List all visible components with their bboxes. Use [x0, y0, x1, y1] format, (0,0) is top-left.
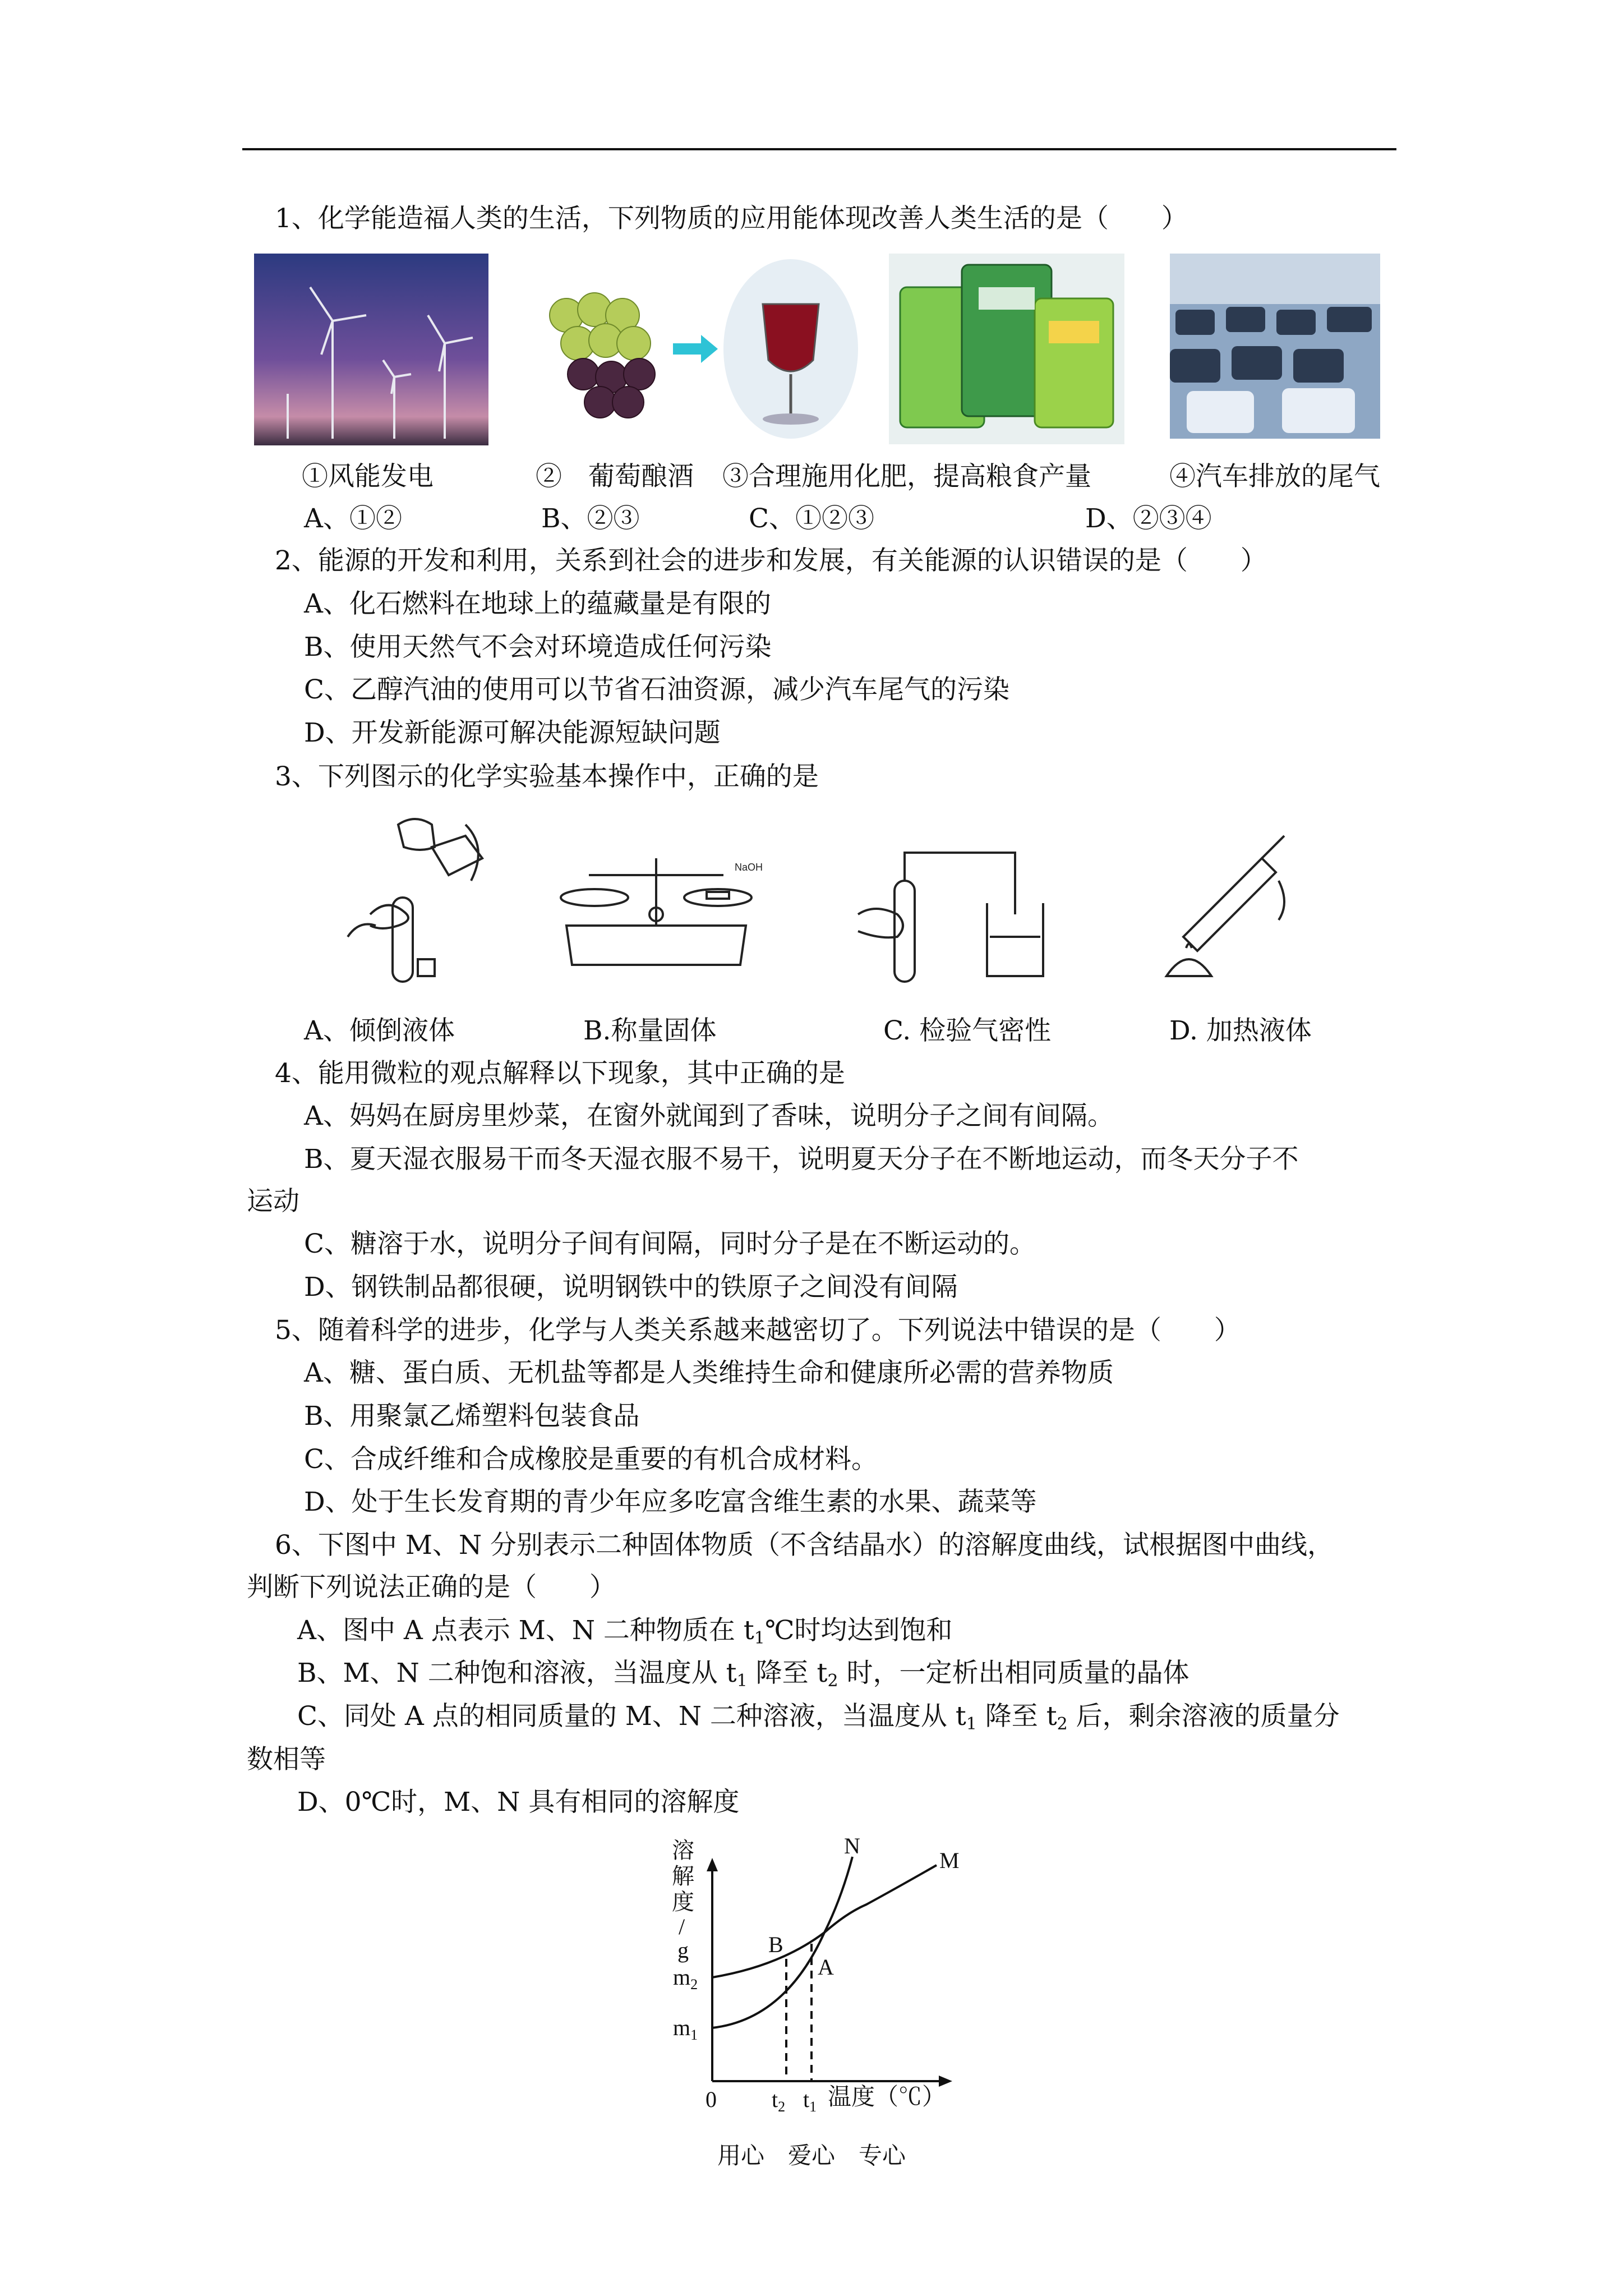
q1-option-c: C、①②③ [749, 503, 874, 534]
q1-option-b: B、②③ [541, 503, 640, 534]
y-axis-arrow [707, 1858, 718, 1871]
y-axis-label [672, 1838, 694, 1963]
q6-stem-line1: 6、下图中 M、N 分别表示二种固体物质（不含结晶水）的溶解度曲线，试根据图中曲线， [275, 1530, 1334, 1561]
q3-stem: 3、下列图示的化学实验基本操作中，正确的是 [275, 761, 819, 792]
q5-option-c: C、合成纤维和合成橡胶是重要的有机合成材料。 [304, 1444, 878, 1475]
series-label-m: M [939, 1848, 960, 1873]
q4-option-b: B、夏天湿衣服易干而冬天湿衣服不易干，说明夏天分子在不断地运动，而冬天分子不 [304, 1144, 1299, 1175]
ylabel-char: 溶 [672, 1838, 694, 1863]
pouring-liquid-figure [336, 813, 494, 993]
q2-option-d: D、开发新能源可解决能源短缺问题 [304, 717, 721, 748]
y-tick-m2: $m_2$ [673, 1964, 698, 1993]
q1-caption-4: ④汽车排放的尾气 [1169, 461, 1380, 492]
q6-option-c: C、同处 A 点的相同质量的 M、N 二种溶液，当温度从 $t_1$ 降至 $t_2$ 后，剩余溶液的质量分 [297, 1701, 1340, 1734]
ylabel-char: / [679, 1914, 685, 1939]
q2-option-a: A、化石燃料在地球上的蕴藏量是有限的 [304, 588, 771, 619]
q3-option-b: B.称量固体 [583, 1015, 717, 1046]
solubility-chart [656, 1833, 970, 2115]
point-label-b: B [768, 1932, 783, 1957]
q5-option-d: D、处于生长发育期的青少年应多吃富含维生素的水果、蔬菜等 [304, 1487, 1037, 1517]
q5-stem: 5、随着科学的进步，化学与人类关系越来越密切了。下列说法中错误的是（ ） [275, 1315, 1241, 1346]
q5-option-a: A、糖、蛋白质、无机盐等都是人类维持生命和健康所必需的营养物质 [304, 1358, 1114, 1388]
y-tick-m1: $m_1$ [673, 2015, 698, 2043]
weighing-solid-figure [555, 841, 763, 982]
header-rule [242, 148, 1396, 150]
q2-option-b: B、使用天然气不会对环境造成任何污染 [304, 632, 772, 662]
grape-wine-photo [533, 254, 864, 441]
q1-option-a: A、①② [304, 503, 402, 534]
q3-option-a: A、倾倒液体 [304, 1015, 455, 1046]
x-tick-t2: $t_2$ [772, 2087, 786, 2115]
q6-option-a: A、图中 A 点表示 M、N 二种物质在 $t_1℃$时均达到饱和 [297, 1615, 953, 1648]
q3-option-d: D. 加热液体 [1169, 1015, 1312, 1046]
origin-label: 0 [706, 2087, 717, 2112]
q4-option-b-cont: 运动 [247, 1186, 299, 1217]
q1-caption-3: ③合理施用化肥，提高粮食产量 [722, 461, 1091, 492]
q1-caption-1: ①风能发电 [302, 461, 434, 492]
ylabel-char: 度 [672, 1889, 694, 1915]
wind-power-photo [254, 254, 488, 445]
q4-option-a: A、妈妈在厨房里炒菜，在窗外就闻到了香味，说明分子之间有间隔。 [304, 1101, 1114, 1131]
ylabel-char: 解 [672, 1864, 694, 1889]
point-label-a: A [818, 1954, 834, 1980]
fertilizer-photo [889, 254, 1124, 444]
q2-stem: 2、能源的开发和利用，关系到社会的进步和发展，有关能源的认识错误的是（ ） [275, 545, 1267, 576]
airtightness-figure [847, 841, 1049, 987]
q6-stem-line2: 判断下列说法正确的是（ ） [247, 1572, 616, 1603]
q3-option-c: C. 检验气密性 [883, 1015, 1052, 1046]
q6-option-b: B、M、N 二种饱和溶液，当温度从 $t_1$ 降至 $t_2$ 时，一定析出相同质量的晶体 [297, 1658, 1189, 1691]
q1-stem: 1、化学能造福人类的生活，下列物质的应用能体现改善人类生活的是（ ） [275, 203, 1188, 234]
q6-option-c-cont: 数相等 [247, 1744, 326, 1775]
series-label-n: N [844, 1833, 860, 1858]
q5-option-b: B、用聚氯乙烯塑料包装食品 [304, 1401, 640, 1432]
heating-liquid-figure [1150, 836, 1307, 987]
ylabel-char: g [677, 1938, 689, 1963]
naoh-label: NaOH [735, 862, 763, 873]
x-axis-label: 温度（℃） [828, 2085, 946, 2110]
x-tick-t1: $t_1$ [803, 2087, 817, 2115]
q1-option-d: D、②③④ [1085, 503, 1212, 534]
q2-option-c: C、乙醇汽油的使用可以节省石油资源，减少汽车尾气的污染 [304, 674, 1009, 705]
page-footer: 用心 爱心 专心 [717, 2142, 906, 2169]
car-exhaust-photo [1170, 254, 1380, 439]
q4-option-c: C、糖溶于水，说明分子间有间隔，同时分子是在不断运动的。 [304, 1228, 1036, 1259]
q1-caption-2: ② 葡萄酿酒 [536, 461, 694, 492]
q6-option-d: D、0℃时，M、N 具有相同的溶解度 [297, 1787, 740, 1818]
q4-stem: 4、能用微粒的观点解释以下现象，其中正确的是 [275, 1058, 845, 1089]
q4-option-d: D、钢铁制品都很硬，说明钢铁中的铁原子之间没有间隔 [304, 1272, 958, 1303]
